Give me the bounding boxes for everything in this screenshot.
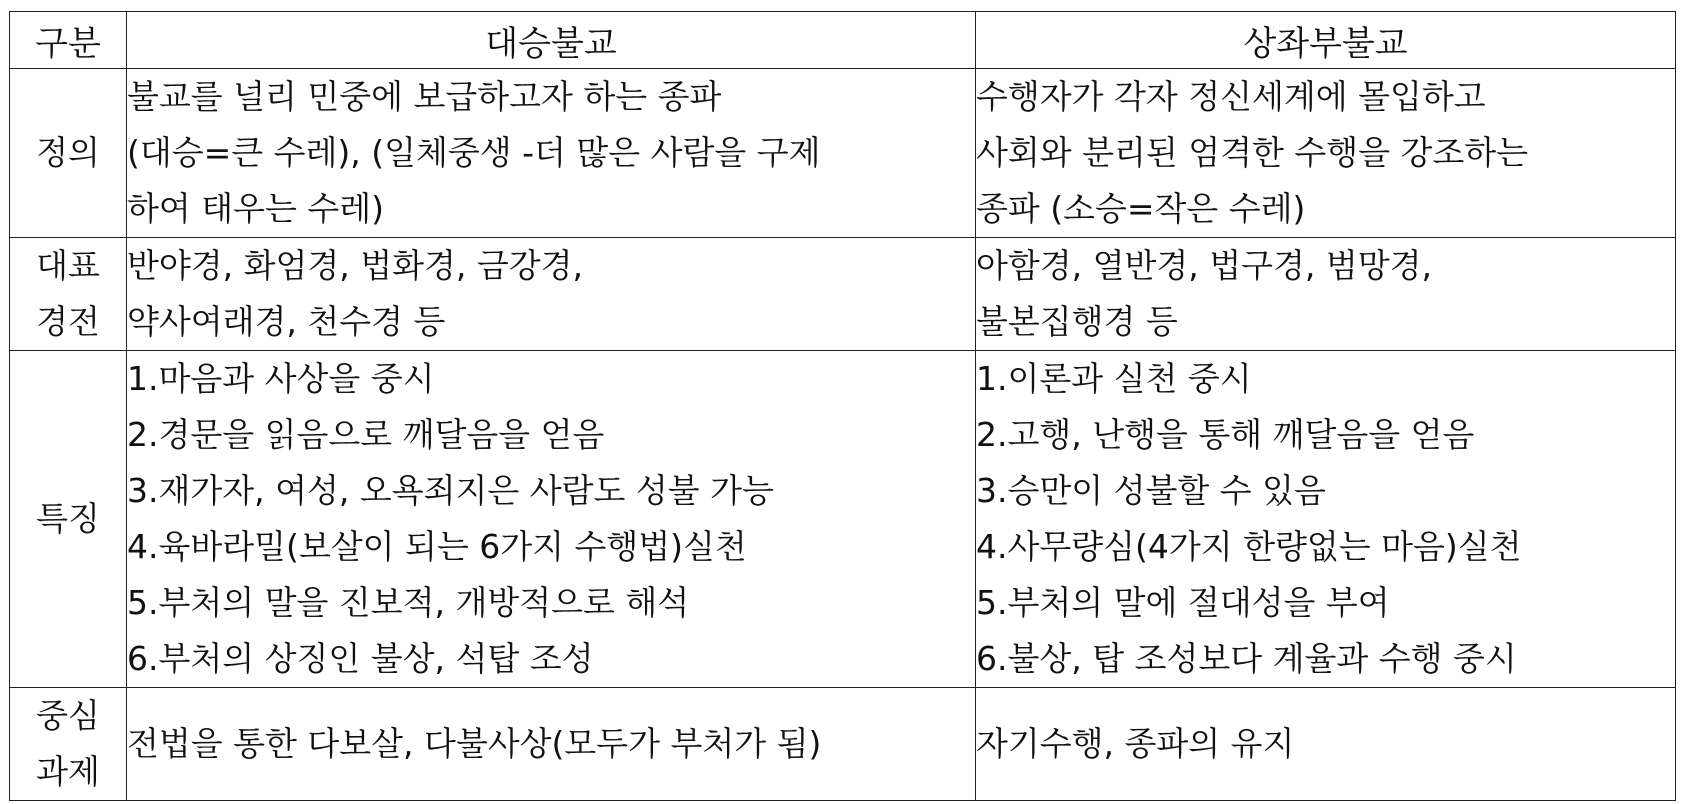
mahayana-scriptures — [127, 238, 976, 351]
theravada-scriptures — [976, 238, 1676, 351]
header-theravada: 상좌부불교 — [976, 12, 1676, 69]
comparison-table — [9, 11, 1676, 801]
text-line: 하여 태우는 수레) — [127, 189, 384, 228]
text-line: 불교를 널리 민중에 보급하고자 하는 종파 — [127, 77, 722, 116]
feature-item: 2.고행, 난행을 통해 깨달음을 얻음 — [976, 415, 1475, 454]
mahayana-central-task — [127, 688, 976, 801]
header-mahayana: 대승불교 — [127, 12, 976, 69]
feature-item: 2.경문을 읽음으로 깨달음을 얻음 — [127, 415, 605, 454]
text-line: 불본집행경 등 — [976, 302, 1178, 341]
theravada-features — [976, 351, 1676, 688]
row-definition — [10, 69, 1676, 238]
row-label-scriptures — [10, 238, 127, 351]
text-line: 종파 (소승=작은 수레) — [976, 189, 1306, 228]
header-category: 구분 — [10, 12, 127, 69]
row-label-line: 대표 — [36, 246, 100, 285]
header-row — [10, 12, 1676, 69]
theravada-central-task — [976, 688, 1676, 801]
row-scriptures — [10, 238, 1676, 351]
feature-item: 3.승만이 성불할 수 있음 — [976, 471, 1326, 510]
feature-item: 6.불상, 탑 조성보다 계율과 수행 중시 — [976, 639, 1517, 678]
row-label-line: 경전 — [36, 302, 100, 341]
mahayana-definition — [127, 69, 976, 238]
feature-item: 1.마음과 사상을 중시 — [127, 359, 435, 398]
text-line: 반야경, 화엄경, 법화경, 금강경, — [127, 246, 583, 285]
text-line: 전법을 통한 다보살, 다불사상(모두가 부처가 됨) — [127, 724, 822, 763]
row-central-task — [10, 688, 1676, 801]
row-label-line: 중심 — [36, 696, 100, 735]
feature-item: 1.이론과 실천 중시 — [976, 359, 1252, 398]
row-features — [10, 351, 1676, 688]
row-label-line: 과제 — [36, 752, 100, 791]
text-line: 약사여래경, 천수경 등 — [127, 302, 446, 341]
feature-item: 5.부처의 말에 절대성을 부여 — [976, 583, 1390, 622]
feature-item: 4.사무량심(4가지 한량없는 마음)실천 — [976, 527, 1522, 566]
theravada-definition — [976, 69, 1676, 238]
feature-item: 6.부처의 상징인 불상, 석탑 조성 — [127, 639, 594, 678]
row-label-line: 정의 — [36, 133, 100, 172]
row-label-definition — [10, 69, 127, 238]
text-line: 아함경, 열반경, 법구경, 범망경, — [976, 246, 1432, 285]
feature-item: 4.육바라밀(보살이 되는 6가지 수행법)실천 — [127, 527, 747, 566]
text-line: 수행자가 각자 정신세계에 몰입하고 — [976, 77, 1486, 116]
feature-item: 5.부처의 말을 진보적, 개방적으로 해석 — [127, 583, 690, 622]
row-label-central-task — [10, 688, 127, 801]
row-label-features — [10, 351, 127, 688]
text-line: 사회와 분리된 엄격한 수행을 강조하는 — [976, 133, 1529, 172]
feature-item: 3.재가자, 여성, 오욕죄지은 사람도 성불 가능 — [127, 471, 774, 510]
text-line: (대승=큰 수레), (일체중생 -더 많은 사람을 구제 — [127, 133, 821, 172]
mahayana-features — [127, 351, 976, 688]
row-label-line: 특징 — [36, 499, 100, 538]
text-line: 자기수행, 종파의 유지 — [976, 724, 1295, 763]
